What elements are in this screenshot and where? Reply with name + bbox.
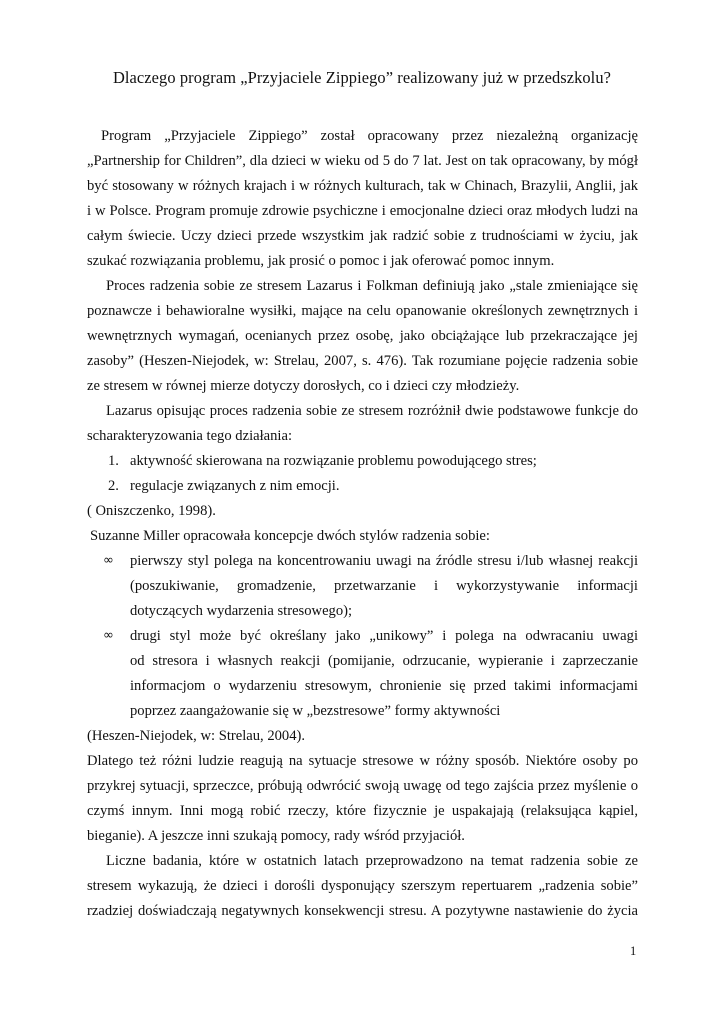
page-number: 1	[630, 944, 637, 958]
text-line: Dlatego też różni ludzie reagują na sytuacje stresowe w różny sposób. Niektóre osoby po	[87, 753, 638, 769]
text-line: rzadziej doświadczają negatywnych konsekwencji stresu. A pozytywne nastawienie do życia	[87, 903, 638, 919]
text-line: czymś innym. Inni mogą robić rzeczy, które fizycznie je uspakajają (relaksująca kąpiel,	[87, 803, 638, 819]
text-line: zasoby” (Heszen-Niejodek, w: Strelau, 2007, s. 476). Tak rozumiane pojęcie radzenia sobie	[87, 353, 638, 369]
bullet-line: od stresora i własnych reakcji (pomijanie, odrzucanie, wypieranie i zaprzeczanie	[130, 653, 638, 669]
citation: (Heszen-Niejodek, w: Strelau, 2004).	[87, 728, 306, 744]
citation: ( Oniszczenko, 1998).	[87, 503, 216, 519]
document-title: Dlaczego program „Przyjaciele Zippiego” realizowany już w przedszkolu?	[112, 68, 612, 87]
list-number: 2.	[108, 478, 119, 494]
text-line: Proces radzenia sobie ze stresem Lazarus i Folkman definiują jako „stale zmieniające się	[106, 278, 638, 294]
text-line: wewnętrznych wymagań, ocenianych przez osobę, jako obciążające lub przekraczające jej	[87, 328, 638, 344]
text-line: Liczne badania, które w ostatnich latach przeprowadzono na temat radzenia sobie ze	[106, 853, 638, 869]
text-line: Program „Przyjaciele Zippiego” został opracowany przez niezależną organizację	[101, 128, 638, 144]
text-line: Lazarus opisując proces radzenia sobie ze stresem rozróżnił dwie podstawowe funkcje do	[106, 403, 638, 419]
text-line: ze stresem w równej mierze dotyczy dorosłych, co i dzieci czy młodzieży.	[87, 378, 520, 394]
text-line: bieganie). A jeszcze inni szukają pomocy, rady wśród przyjaciół.	[87, 828, 465, 844]
bullet-line: poprzez zaangażowanie się w „bezstresowe” formy aktywności	[130, 703, 501, 719]
text-line: stresem wykazują, że dzieci i dorośli dysponujący szerszym repertuarem „radzenia sobie”	[87, 878, 638, 894]
text-line: poznawcze i behawioralne wysiłki, mające na celu opanowanie określonych zewnętrznych i	[87, 303, 638, 319]
bullet-line: drugi styl może być określany jako „unikowy” i polega na odwracaniu uwagi	[130, 628, 638, 644]
text-line: całym świecie. Uczy dzieci przede wszystkim jak radzić sobie z trudnościami w życiu, jak	[87, 228, 638, 244]
bullet-line: (poszukiwanie, gromadzenie, przetwarzanie i wykorzystywanie informacji	[130, 578, 638, 594]
list-number: 1.	[108, 453, 119, 469]
text-line: być stosowany w różnych krajach i w różnych kulturach, tak w Chinach, Brazylii, Anglii, jak	[87, 178, 638, 194]
bullet-line: pierwszy styl polega na koncentrowaniu uwagi na źródle stresu i/lub własnej reakcji	[130, 553, 638, 569]
text-line: przykrej sytuacji, sprzeczce, próbują odwrócić swoją uwagę od tego zajścia przez myślenie o	[87, 778, 638, 794]
text-line: scharakteryzowania tego działania:	[87, 428, 293, 444]
text-line: „Partnership for Children”, dla dzieci w wieku od 5 do 7 lat. Jest on tak opracowany, by mógł	[87, 153, 638, 169]
list-item: regulacje związanych z nim emocji.	[130, 478, 340, 494]
bullet-line: informacjom o wydarzeniu stresowym, chronienie się przed takimi informacjami	[130, 678, 638, 694]
list-item: aktywność skierowana na rozwiązanie problemu powodującego stres;	[130, 453, 537, 469]
text-line: Suzanne Miller opracowała koncepcje dwóch stylów radzenia sobie:	[90, 528, 490, 544]
infinity-bullet-icon: ∞	[103, 553, 114, 568]
infinity-bullet-icon: ∞	[103, 628, 114, 643]
text-line: i w Polsce. Program promuje zdrowie psychiczne i emocjonalne dzieci oraz młodych ludzi na	[87, 203, 638, 219]
text-line: szukać rozwiązania problemu, jak prosić o pomoc i jak oferować pomoc innym.	[87, 253, 555, 269]
bullet-line: dotyczących wydarzenia stresowego);	[130, 603, 353, 619]
